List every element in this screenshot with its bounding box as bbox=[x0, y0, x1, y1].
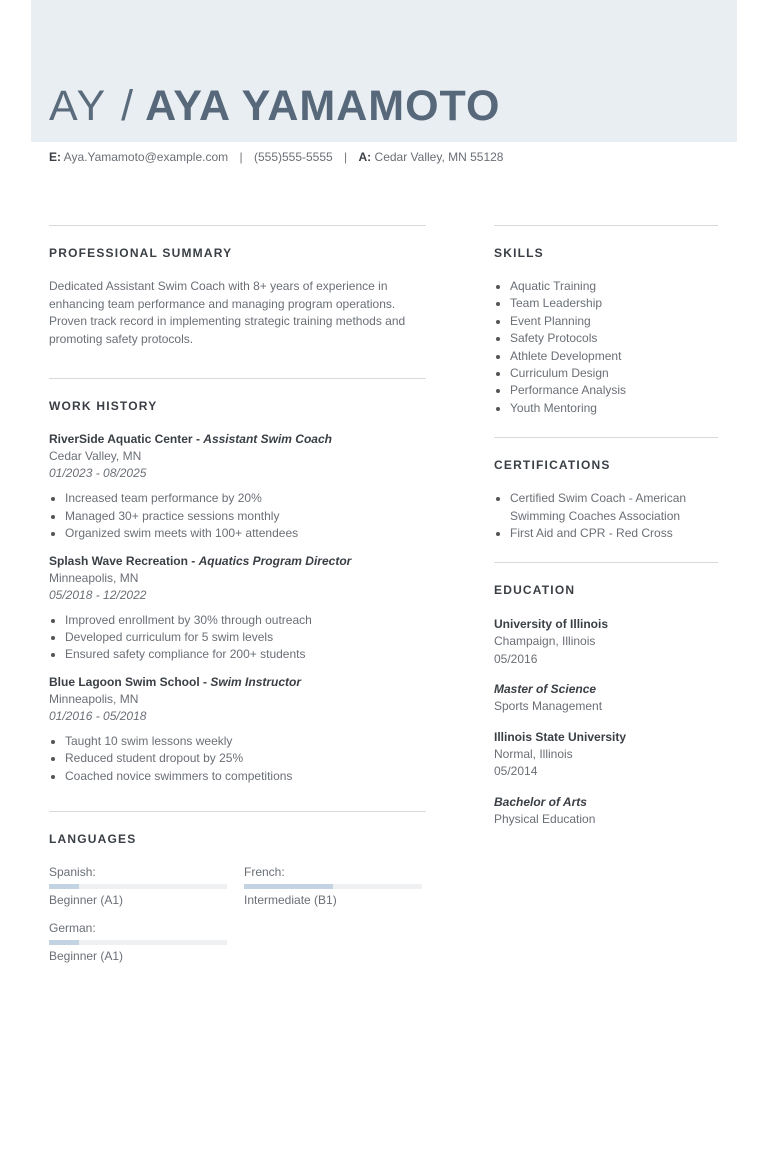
certification-item: Certified Swim Coach - American Swimming Coaches Association bbox=[494, 490, 718, 525]
summary-title: PROFESSIONAL SUMMARY bbox=[49, 246, 233, 260]
language-proficiency-fill bbox=[49, 884, 79, 889]
name-divider: / bbox=[121, 82, 134, 130]
contact-line bbox=[49, 150, 503, 164]
job-bullet: Organized swim meets with 100+ attendees bbox=[49, 525, 426, 542]
job-entry bbox=[49, 674, 426, 785]
languages-title: LANGUAGES bbox=[49, 832, 137, 847]
work-history-section bbox=[49, 378, 426, 811]
language-proficiency-bar bbox=[49, 940, 227, 945]
education-date: 05/2014 bbox=[494, 764, 538, 779]
skill-item: Athlete Development bbox=[494, 348, 718, 365]
skills-list bbox=[494, 278, 718, 417]
job-role: Assistant Swim Coach bbox=[203, 432, 332, 447]
skill-item: Aquatic Training bbox=[494, 278, 718, 295]
education-degree: Master of Science bbox=[494, 682, 597, 697]
job-dates: 01/2016 - 05/2018 bbox=[49, 708, 147, 723]
education-section bbox=[494, 562, 718, 828]
contact-separator: | bbox=[344, 150, 348, 164]
education-field: Sports Management bbox=[494, 699, 603, 714]
language-name: Spanish: bbox=[49, 865, 96, 880]
job-dash: - bbox=[199, 674, 211, 689]
certifications-title: CERTIFICATIONS bbox=[494, 458, 611, 473]
skill-item: Performance Analysis bbox=[494, 382, 718, 399]
left-column bbox=[49, 225, 426, 964]
education-school-block bbox=[494, 615, 718, 668]
education-degree-block bbox=[494, 793, 718, 829]
education-title: EDUCATION bbox=[494, 583, 576, 598]
language-name: French: bbox=[244, 865, 285, 880]
languages-section bbox=[49, 811, 426, 964]
contact-separator: | bbox=[239, 150, 243, 164]
job-bullets bbox=[49, 733, 426, 785]
email-value[interactable]: Aya.Yamamoto@example.com bbox=[63, 150, 229, 164]
job-company: RiverSide Aquatic Center bbox=[49, 432, 193, 447]
name-initials: AY bbox=[49, 82, 108, 130]
email-label: E: bbox=[49, 150, 61, 164]
education-location: Champaign, Illinois bbox=[494, 634, 596, 649]
right-column bbox=[494, 225, 718, 840]
job-dash: - bbox=[187, 553, 199, 568]
address-label: A: bbox=[358, 150, 372, 164]
language-proficiency-fill bbox=[49, 940, 79, 945]
language-name: German: bbox=[49, 921, 96, 936]
address-value: Cedar Valley, MN 55128 bbox=[374, 150, 504, 164]
skill-item: Event Planning bbox=[494, 313, 718, 330]
skills-title: SKILLS bbox=[494, 246, 544, 260]
language-item bbox=[49, 920, 227, 964]
job-role: Aquatics Program Director bbox=[198, 553, 352, 568]
skill-item: Curriculum Design bbox=[494, 365, 718, 382]
language-level: Intermediate (B1) bbox=[244, 893, 337, 908]
language-proficiency-bar bbox=[49, 884, 227, 889]
skill-item: Safety Protocols bbox=[494, 330, 718, 347]
summary-section bbox=[49, 225, 426, 348]
job-entry bbox=[49, 553, 426, 664]
job-heading bbox=[49, 674, 426, 691]
job-dash: - bbox=[192, 432, 204, 447]
languages-grid bbox=[49, 864, 426, 964]
certifications-section bbox=[494, 437, 718, 562]
job-bullets bbox=[49, 490, 426, 542]
skill-item: Youth Mentoring bbox=[494, 400, 718, 417]
education-school: Illinois State University bbox=[494, 729, 627, 744]
certification-item: First Aid and CPR - Red Cross bbox=[494, 525, 718, 542]
language-item bbox=[244, 864, 422, 908]
job-bullets bbox=[49, 612, 426, 664]
job-bullet: Taught 10 swim lessons weekly bbox=[49, 733, 426, 750]
job-entry bbox=[49, 431, 426, 542]
education-location: Normal, Illinois bbox=[494, 746, 573, 761]
job-heading bbox=[49, 431, 426, 448]
job-location: Minneapolis, MN bbox=[49, 570, 139, 585]
job-dates: 01/2023 - 08/2025 bbox=[49, 466, 147, 481]
job-company: Splash Wave Recreation bbox=[49, 553, 188, 568]
language-proficiency-bar bbox=[244, 884, 422, 889]
job-location: Minneapolis, MN bbox=[49, 691, 139, 706]
language-proficiency-fill bbox=[244, 884, 333, 889]
job-role: Swim Instructor bbox=[210, 674, 302, 689]
skill-item: Team Leadership bbox=[494, 295, 718, 312]
education-school-block bbox=[494, 728, 718, 781]
phone-value[interactable]: (555)555-5555 bbox=[253, 150, 333, 164]
job-bullet: Managed 30+ practice sessions monthly bbox=[49, 508, 426, 525]
education-degree-block bbox=[494, 680, 718, 716]
job-bullet: Ensured safety compliance for 200+ students bbox=[49, 646, 426, 663]
certifications-list bbox=[494, 490, 718, 542]
education-school: University of Illinois bbox=[494, 617, 609, 632]
name-heading bbox=[49, 80, 500, 132]
job-bullet: Developed curriculum for 5 swim levels bbox=[49, 629, 426, 646]
education-date: 05/2016 bbox=[494, 651, 538, 666]
summary-text: Dedicated Assistant Swim Coach with 8+ years of experience in enhancing team performance and managing program operations. Proven track record in implementing strategic training methods and promoting safety protocols. bbox=[49, 279, 406, 346]
job-bullet: Coached novice swimmers to competitions bbox=[49, 768, 426, 785]
language-level: Beginner (A1) bbox=[49, 893, 124, 908]
job-company: Blue Lagoon Swim School bbox=[49, 674, 200, 689]
language-level: Beginner (A1) bbox=[49, 949, 124, 964]
job-location: Cedar Valley, MN bbox=[49, 449, 142, 464]
full-name: AYA YAMAMOTO bbox=[145, 82, 501, 130]
job-bullet: Reduced student dropout by 25% bbox=[49, 750, 426, 767]
education-degree: Bachelor of Arts bbox=[494, 794, 587, 809]
job-heading bbox=[49, 553, 426, 570]
education-field: Physical Education bbox=[494, 811, 596, 826]
work-history-title: WORK HISTORY bbox=[49, 399, 158, 414]
skills-section bbox=[494, 225, 718, 437]
language-item bbox=[49, 864, 227, 908]
job-bullet: Improved enrollment by 30% through outreach bbox=[49, 612, 426, 629]
job-bullet: Increased team performance by 20% bbox=[49, 490, 426, 507]
job-dates: 05/2018 - 12/2022 bbox=[49, 587, 147, 602]
